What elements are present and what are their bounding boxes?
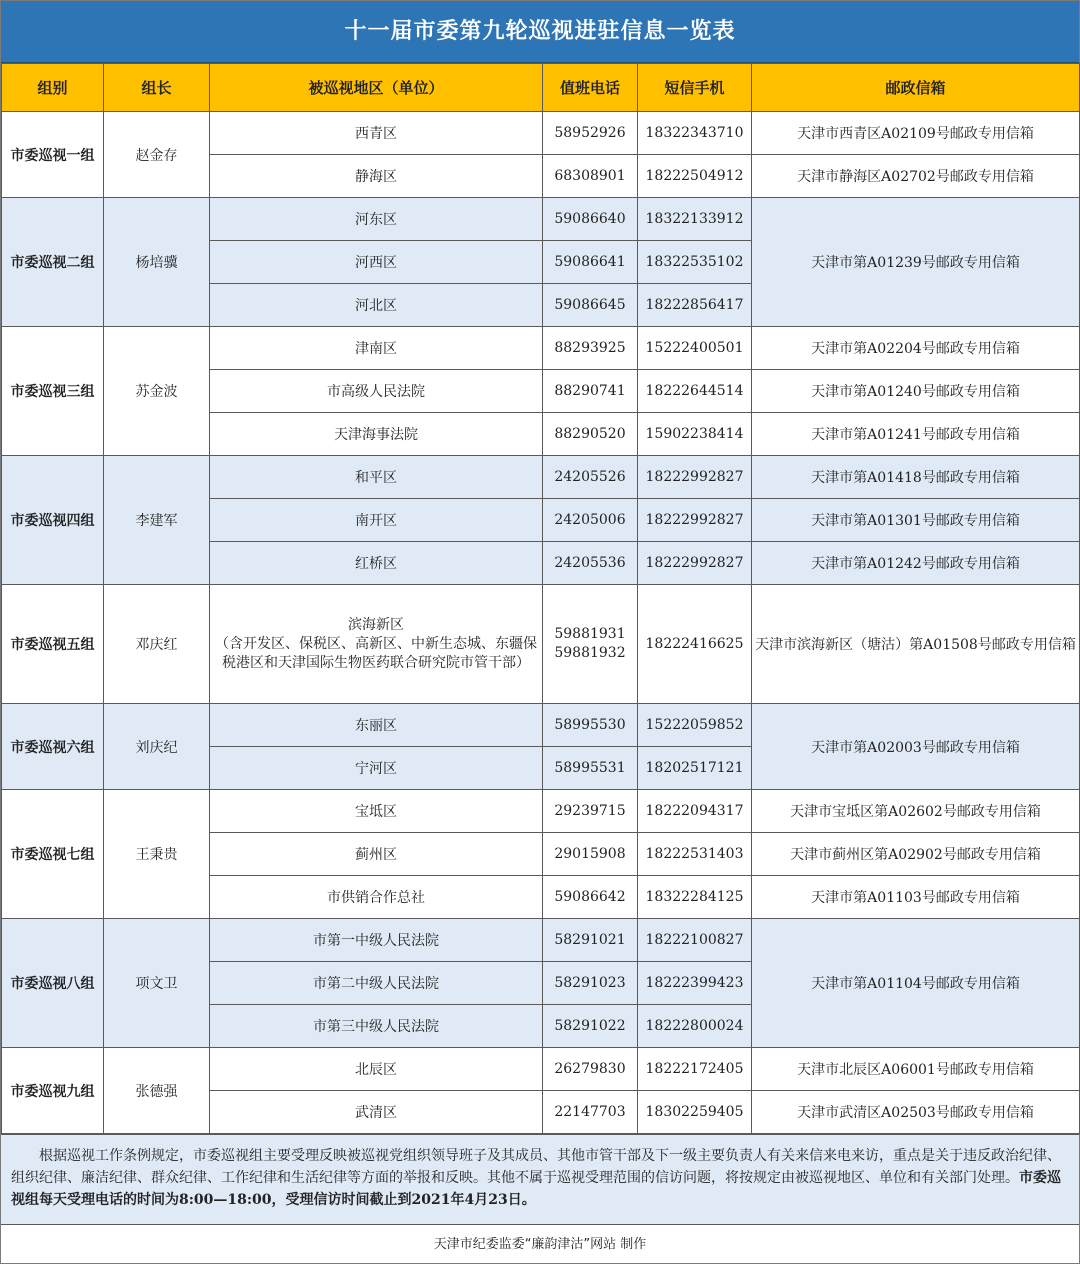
area-line: 滨海新区 (348, 616, 404, 633)
area-cell: 红桥区 (210, 542, 543, 585)
inspection-table (1, 63, 1080, 1134)
group-name: 市委巡视二组 (2, 198, 104, 327)
postbox-cell: 天津市第A01239号邮政专用信箱 (752, 198, 1080, 327)
phone-cell: 59086645 (543, 284, 638, 327)
area-cell: 东丽区 (210, 704, 543, 747)
group-leader: 项文卫 (104, 919, 210, 1048)
group-leader: 刘庆纪 (104, 704, 210, 790)
mobile-cell: 18302259405 (638, 1091, 752, 1134)
phone-cell: 58952926 (543, 112, 638, 155)
table-row (2, 790, 1080, 833)
table-header-row (2, 64, 1080, 112)
table-row (2, 919, 1080, 962)
phone-cell: 24205526 (543, 456, 638, 499)
table-row (2, 327, 1080, 370)
header-postbox: 邮政信箱 (752, 64, 1080, 112)
area-cell: 北辰区 (210, 1048, 543, 1091)
area-cell: 津南区 (210, 327, 543, 370)
phone-cell: 29015908 (543, 833, 638, 876)
header-duty-phone: 值班电话 (543, 64, 638, 112)
group-name: 市委巡视六组 (2, 704, 104, 790)
table-row (2, 585, 1080, 704)
area-cell: 市第三中级人民法院 (210, 1005, 543, 1048)
header-area: 被巡视地区（单位） (210, 64, 543, 112)
area-cell: 蓟州区 (210, 833, 543, 876)
area-cell: 河北区 (210, 284, 543, 327)
postbox-cell: 天津市第A01104号邮政专用信箱 (752, 919, 1080, 1048)
group-leader: 赵金存 (104, 112, 210, 198)
phone-line: 59881932 (554, 645, 626, 661)
mobile-cell: 15902238414 (638, 413, 752, 456)
phone-cell: 58291021 (543, 919, 638, 962)
area-cell: 静海区 (210, 155, 543, 198)
mobile-cell: 18222100827 (638, 919, 752, 962)
area-cell: 市供销合作总社 (210, 876, 543, 919)
area-cell: 宝坻区 (210, 790, 543, 833)
phone-cell: 59086642 (543, 876, 638, 919)
phone-cell: 58291022 (543, 1005, 638, 1048)
header-group: 组别 (2, 64, 104, 112)
phone-cell: 58291023 (543, 962, 638, 1005)
phone-cell: 22147703 (543, 1091, 638, 1134)
mobile-cell: 18322133912 (638, 198, 752, 241)
group-leader: 杨培骥 (104, 198, 210, 327)
area-cell: 和平区 (210, 456, 543, 499)
phone-cell: 88290741 (543, 370, 638, 413)
group-leader: 苏金波 (104, 327, 210, 456)
area-cell: 河东区 (210, 198, 543, 241)
mobile-cell: 18222399423 (638, 962, 752, 1005)
area-line: （含开发区、保税区、高新区、中新生态城、东疆保 (215, 635, 537, 652)
mobile-cell: 15222400501 (638, 327, 752, 370)
group-name: 市委巡视九组 (2, 1048, 104, 1134)
mobile-cell: 18222504912 (638, 155, 752, 198)
phone-cell: 88290520 (543, 413, 638, 456)
footer-credit: 天津市纪委监委“廉韵津沽”网站 制作 (1, 1224, 1079, 1265)
phone-cell: 24205536 (543, 542, 638, 585)
area-cell: 南开区 (210, 499, 543, 542)
table-row (2, 704, 1080, 747)
postbox-cell: 天津市第A01301号邮政专用信箱 (752, 499, 1080, 542)
area-cell: 西青区 (210, 112, 543, 155)
mobile-cell: 18222172405 (638, 1048, 752, 1091)
area-cell: 市第一中级人民法院 (210, 919, 543, 962)
phone-cell (543, 585, 638, 704)
group-leader: 李建军 (104, 456, 210, 585)
table-row (2, 198, 1080, 241)
mobile-cell: 18222531403 (638, 833, 752, 876)
table-row (2, 112, 1080, 155)
group-leader: 王秉贵 (104, 790, 210, 919)
postbox-cell: 天津市第A01242号邮政专用信箱 (752, 542, 1080, 585)
postbox-cell: 天津市西青区A02109号邮政专用信箱 (752, 112, 1080, 155)
phone-line: 59881931 (554, 626, 626, 642)
group-leader: 邓庆红 (104, 585, 210, 704)
group-name: 市委巡视四组 (2, 456, 104, 585)
mobile-cell: 18222094317 (638, 790, 752, 833)
phone-cell: 29239715 (543, 790, 638, 833)
phone-cell: 59086641 (543, 241, 638, 284)
phone-cell: 58995531 (543, 747, 638, 790)
sheet-title: 十一届市委第九轮巡视进驻信息一览表 (1, 1, 1079, 63)
area-cell: 宁河区 (210, 747, 543, 790)
mobile-cell: 18222992827 (638, 542, 752, 585)
area-cell: 河西区 (210, 241, 543, 284)
mobile-cell: 18202517121 (638, 747, 752, 790)
table-row (2, 1048, 1080, 1091)
area-line: 税港区和天津国际生物医药联合研究院市管干部） (222, 654, 530, 671)
postbox-cell: 天津市滨海新区（塘沽）第A01508号邮政专用信箱 (752, 585, 1080, 704)
phone-cell: 59086640 (543, 198, 638, 241)
postbox-cell: 天津市第A02204号邮政专用信箱 (752, 327, 1080, 370)
phone-cell: 24205006 (543, 499, 638, 542)
mobile-cell: 15222059852 (638, 704, 752, 747)
postbox-cell: 天津市第A01418号邮政专用信箱 (752, 456, 1080, 499)
area-cell: 天津海事法院 (210, 413, 543, 456)
postbox-cell: 天津市宝坻区第A02602号邮政专用信箱 (752, 790, 1080, 833)
postbox-cell: 天津市第A01240号邮政专用信箱 (752, 370, 1080, 413)
mobile-cell: 18322535102 (638, 241, 752, 284)
header-sms-mobile: 短信手机 (638, 64, 752, 112)
area-cell: 市第二中级人民法院 (210, 962, 543, 1005)
postbox-cell: 天津市静海区A02702号邮政专用信箱 (752, 155, 1080, 198)
phone-cell: 26279830 (543, 1048, 638, 1091)
group-name: 市委巡视一组 (2, 112, 104, 198)
mobile-cell: 18222992827 (638, 499, 752, 542)
group-leader: 张德强 (104, 1048, 210, 1134)
area-cell: 市高级人民法院 (210, 370, 543, 413)
group-name: 市委巡视三组 (2, 327, 104, 456)
phone-cell: 88293925 (543, 327, 638, 370)
phone-cell: 58995530 (543, 704, 638, 747)
mobile-cell: 18322343710 (638, 112, 752, 155)
notice-text: 根据巡视工作条例规定，市委巡视组主要受理反映被巡视党组织领导班子及其成员、其他市管干部及下一级主要负责人有关来信来电来访，重点是关于违反政治纪律、组织纪律、廉洁纪律、群众纪律、工作纪律和生活纪律等方面的举报和反映。其他不属于巡视受理范围的信访问题，将按规定由被巡视地区、单位和有关部门处理。 (11, 1148, 1061, 1186)
postbox-cell: 天津市第A02003号邮政专用信箱 (752, 704, 1080, 790)
table-row (2, 456, 1080, 499)
mobile-cell: 18222644514 (638, 370, 752, 413)
header-leader: 组长 (104, 64, 210, 112)
notice-bold-text: 市委巡视组每天受理电话的时间为8:00—18:00，受理信访时间截止到2021年4月23日。 (11, 1170, 1061, 1208)
mobile-cell: 18222992827 (638, 456, 752, 499)
group-name: 市委巡视五组 (2, 585, 104, 704)
notice-paragraph (1, 1134, 1079, 1224)
mobile-cell: 18222800024 (638, 1005, 752, 1048)
postbox-cell: 天津市第A01241号邮政专用信箱 (752, 413, 1080, 456)
phone-cell: 68308901 (543, 155, 638, 198)
postbox-cell: 天津市武清区A02503号邮政专用信箱 (752, 1091, 1080, 1134)
mobile-cell: 18222416625 (638, 585, 752, 704)
mobile-cell: 18222856417 (638, 284, 752, 327)
postbox-cell: 天津市北辰区A06001号邮政专用信箱 (752, 1048, 1080, 1091)
group-name: 市委巡视七组 (2, 790, 104, 919)
mobile-cell: 18322284125 (638, 876, 752, 919)
area-cell (210, 585, 543, 704)
group-name: 市委巡视八组 (2, 919, 104, 1048)
area-cell: 武清区 (210, 1091, 543, 1134)
postbox-cell: 天津市第A01103号邮政专用信箱 (752, 876, 1080, 919)
postbox-cell: 天津市蓟州区第A02902号邮政专用信箱 (752, 833, 1080, 876)
